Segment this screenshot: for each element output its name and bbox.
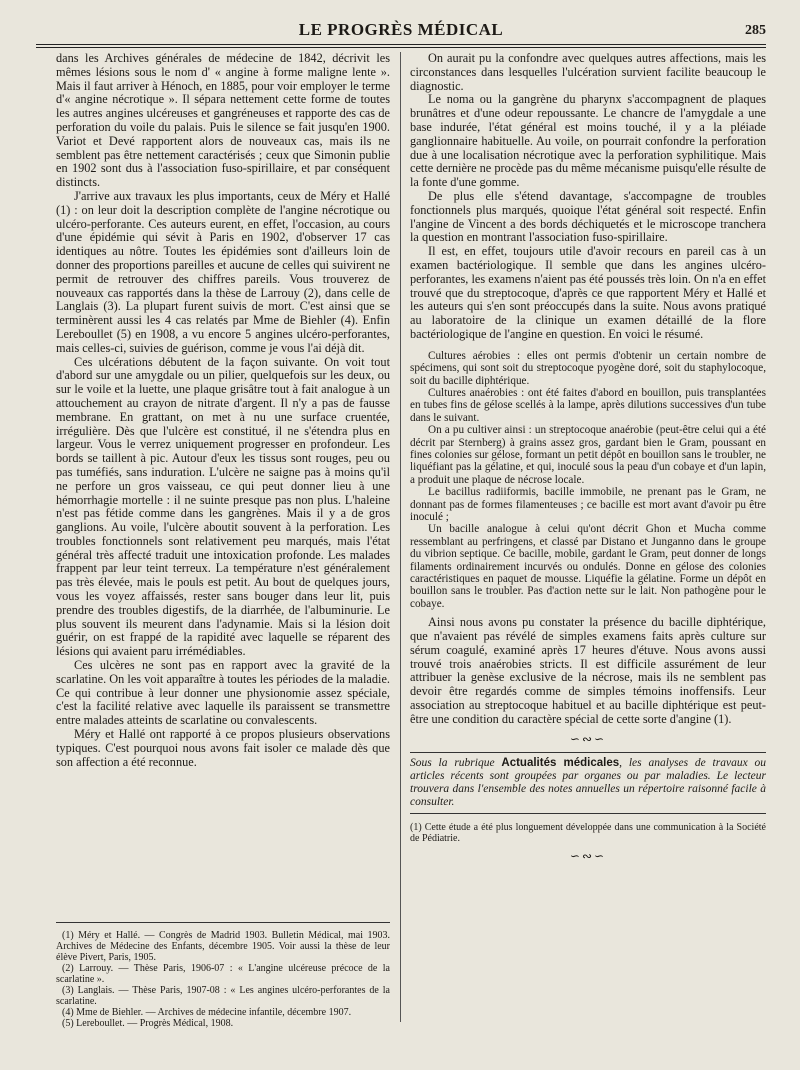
header-rule xyxy=(36,44,766,45)
footnote: (4) Mme de Biehler. — Archives de médecine infantile, décembre 1907. xyxy=(62,1007,352,1018)
culture-paragraph: Le bacillus radiiformis, bacille immobile, ne prenant pas le Gram, ne donnant pas de formes filamenteuses ; ce bacille est mort avant d'avoir pu être inoculé ; xyxy=(410,486,766,524)
footnote: (1) Méry et Hallé. — Congrès de Madrid 1903. Bulletin Médical, mai 1903. Archives de Médecine des Enfants, décembre 1905. Voir aussi la thèse de leur élève Pivert, Paris, 1905. xyxy=(56,930,390,963)
conclusion-paragraph: Ainsi nous avons pu constater la présence du bacille diphtérique, que n'avaient pas révélé de simples examens faits après culture sur sérum coagulé, examiné après 17 heures d'étuve. Nous avons aussi trouvé trois anaérobies stricts. Il est difficile assurément de leur attribuer la genèse exclusive de la nécrose, mais ils ne semblent pas devoir être regardés comme de simples témoins inoffensifs. Leur association au streptocoque habituel et au bacille diphtérique est peut-être une condition du caractère spécial de cette sorte d'angine (1). xyxy=(410,615,766,726)
section-ornament: ∽∾∽ xyxy=(569,731,607,746)
culture-paragraph: Cultures anaérobies : ont été faites d'abord en bouillon, puis transplantées en tubes fins de gélose scellés à la lampe, après dilutions successives d'un tube dans le suivant. xyxy=(410,386,766,424)
footnote: (2) Larrouy. — Thèse Paris, 1906-07 : « L'angine ulcéreuse précoce de la scarlatine ». xyxy=(56,963,390,985)
right-paragraph: On aurait pu la confondre avec quelques autres affections, mais les circonstances dans lesquelles l'ulcération survient facilite beaucoup le diagnostic. xyxy=(410,51,766,93)
right-paragraph: Il est, en effet, toujours utile d'avoir recours en pareil cas à un examen bactériologique. Il semble que dans les angines ulcéro-perforantes, les examens n'aient pas été poussés très loin. On n'a en effet trouvé que du streptocoque, d'après ce que rapportent Méry et Hallé et les auteurs qui s'en sont préoccupés dans la suite. Nous avons pratiqué au laboratoire de la clinique un examen détaillé de la flore bactériologique de l'angine en question. En voici le résumé. xyxy=(410,244,766,341)
notice-prefix: Sous la rubrique xyxy=(410,757,502,770)
left-paragraph: Ces ulcérations débutent de la façon suivante. On voit tout d'abord sur une amygdale ou un pilier, quelquefois sur les deux, ou sur le voile et la luette, une plaque grisâtre tout à fait analogue à un attouchement au crayon de nitrate d'argent. Il n'y a pas de fausse membrane. En grattant, on met à nu une surface cruentée, irrégulière. Dès que l'ulcère est constitué, il ne s'étendra plus en largeur. Vous le verrez uniquement progresser en profondeur. Les bords se taillent à pic. Autour d'eux les tissus sont rouges, peu ou pas tuméfiés, sans induration. L'ulcère ne saigne pas à moins qu'il ne perfore un gros vaisseau, ce qui peut donner lieu à une hémorrhagie mortelle : il ne suinte presque pas non plus. L'haleine n'est pas fétide comme dans les gangrènes. Mais il y a de gros ganglions. Au voile, l'ulcère aboutit souvent à la perforation. Les troubles fonctionnels sont relativement peu marqués, mais l'état général très affecté traduit une intoxication profonde. Les malades frappent par leur teint terreux. La température n'est généralement pas très élevée, mais le pouls est petit. Au bout de quelques jours, vous les voyez affaissés, rester sans bouger dans leur lit, puis prendre des troubles digestifs, de la diarrhée, de l'albuminurie. Le plus souvent ils meurent dans l'adynamie. Mais si la lésion doit guérir, on est frappé de la rapidité avec laquelle se réparent des lésions qui avaient paru irrémédiables. xyxy=(56,354,390,659)
right-paragraph: De plus elle s'étend davantage, s'accompagne de troubles fonctionnels plus marqués, quoique l'état général soit respecté. Enfin l'angine de Vincent a des bords déchiquetés et le microscope tranchera la question en montrant l'association fuso-spirillaire. xyxy=(410,188,766,245)
header-rule-2 xyxy=(36,47,766,48)
left-footnotes xyxy=(56,930,390,1029)
left-paragraph: J'arrive aux travaux les plus importants, ceux de Méry et Hallé (1) : on leur doit la description complète de l'angine nécrotique ou ulcéro-perforante. Ces auteurs eurent, en effet, l'occasion, au cours d'une épidémie qui sévit à Paris en 1902, d'observer 17 cas identiques au nôtre. Toutes les épidémies sont d'ailleurs loin de donner des proportions pareilles et aucune de celles qui suivirent ne permit de retrouver des chiffres pareils. Vous trouverez de nouveaux cas rapportés dans la thèse de Larrouy (2), dans celle de Langlais (3). La plupart furent suivis de mort. C'est ainsi que se terminèrent aussi les 4 cas relatés par Mme de Biehler (4). Enfin Lereboullet (5) en 1908, a vu encore 5 angines ulcéro-perforantes, mais celles-ci, suivies de guérison, comme je vous l'ai déjà dit. xyxy=(56,188,390,355)
culture-paragraph: Cultures aérobies : elles ont permis d'obtenir un certain nombre de spécimens, qui sont soit du streptocoque pyogène doré, soit du staphylocoque, soit du bacille diphtérique. xyxy=(410,349,766,387)
footnote: (5) Lereboullet. — Progrès Médical, 1908. xyxy=(62,1018,234,1029)
right-footnote: (1) Cette étude a été plus longuement développée dans une communication à la Société de Pédiatrie. xyxy=(410,822,766,845)
left-paragraph: Méry et Hallé ont rapporté à ce propos plusieurs observations typiques. C'est pourquoi nous avons fait isoler ce malade dès que son affection a été reconnue. xyxy=(56,727,390,769)
left-paragraph: Ces ulcères ne sont pas en rapport avec la gravité de la scarlatine. On les voit apparaître à toutes les périodes de la maladie. Ce qui contribue à leur donner une physionomie assez spéciale, c'est la facilité relative avec laquelle ils paraissent se transmettre entre malades atteints de scarlatine ou convalescents. xyxy=(56,658,390,728)
right-column xyxy=(410,52,766,1022)
page-number: 285 xyxy=(745,23,766,38)
notice-rubric: Actualités médicales xyxy=(501,757,620,770)
footnote: (3) Langlais. — Thèse Paris, 1907-08 : « Les angines ulcéro-perforantes de la scarlatine. xyxy=(56,985,390,1007)
right-paragraph: Le noma ou la gangrène du pharynx s'accompagnent de plaques brunâtres et d'une odeur repoussante. Le chancre de l'amygdale a une base indurée, l'état général est moins touché, il y a la pléiade ganglionnaire habituelle. Au voile, on pourrait confondre la perforation due à une localisation nécrotique avec la perforation syphilitique. Mais cette dernière ne procède pas du même mécanisme puisqu'elle résulte de la fonte d'une gomme. xyxy=(410,92,766,190)
column-divider xyxy=(400,52,401,1022)
culture-paragraph: On a pu cultiver ainsi : un streptocoque anaérobie (peut-être celui qui a été décrit par Sternberg) à grains assez gros, gardant bien le Gram, poussant en fines colonies sur gélose, formant un petit dépôt en bouillon sans le troubler, ne liquéfiant pas la gélatine, et qui, inoculé sous la peau d'un cobaye et d'un lapin, a produit une plaque de nécrose locale. xyxy=(410,424,766,486)
footnote-rule xyxy=(56,922,390,923)
culture-paragraph: Un bacille analogue à celui qu'ont décrit Ghon et Mucha comme ressemblant au perfringens, et classé par Distano et Junganno dans le groupe du vibrion septique. Ce bacille, mobile, gardant le Gram, peut donner de longs filaments ordinairement incurvés ou ondulés. Donne en gélose des colonies caractéristiques en paquet de mousse. Liquéfie la gélatine. Forme un dépôt en bouillon sans le troubler. Pas d'action nette sur le lait. Non pathogène pour le cobaye. xyxy=(410,523,766,610)
page-header xyxy=(36,20,766,42)
left-paragraph: dans les Archives générales de médecine de 1842, décrivit les mêmes lésions sous le nom d' « angine à forme maligne lente ». Mais il faut arriver à Hénoch, en 1885, pour voir employer le terme d'« angine nécrotique ». Il sépara nettement cette forme de toutes les autres angines ulcéreuses et gangréneuses et rapporte des cas de perforation du voile du palais. Puis le silence se fait jusqu'en 1900. Variot et Devé rapportent alors de nouveaux cas, mais ils ne semblent pas être nettement caractérisés ; ceux que Simonin publie en 1902 sont dus à l'association fuso-spirillaire, et par conséquent distincts. xyxy=(56,51,390,190)
rubric-notice xyxy=(410,752,766,814)
left-column xyxy=(56,52,390,912)
journal-title: LE PROGRÈS MÉDICAL xyxy=(298,20,504,39)
notice-suffix: , les analyses de travaux ou articles récents sont groupées par organes ou par maladies. Le lecteur trouvera dans l'ensemble des notes annuelles un répertoire raisonné facile à consulter. xyxy=(410,757,767,809)
end-ornament: ∽∾∽ xyxy=(569,849,607,864)
